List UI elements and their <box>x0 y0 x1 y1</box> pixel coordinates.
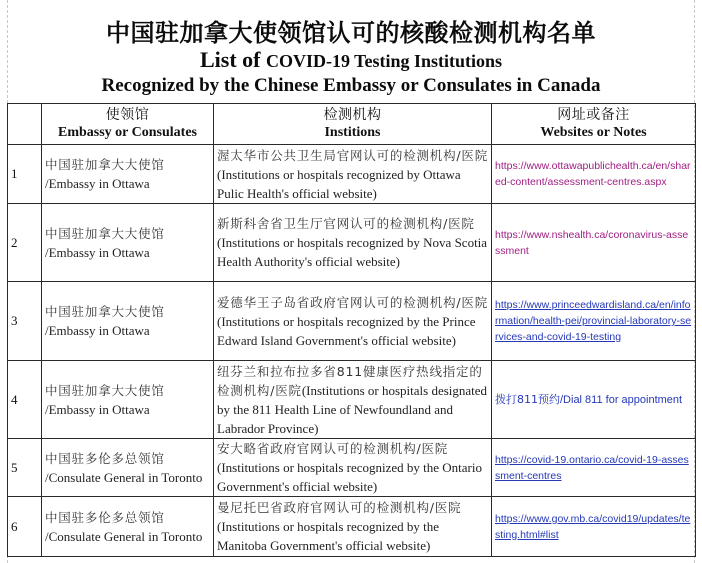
website-cell <box>492 145 696 204</box>
header-websites-en: Websites or Notes <box>540 125 647 140</box>
institution-en: (Institutions or hospitals designated by the 811 Health Line of Newfoundland and Labrador Province) <box>217 382 488 436</box>
header-websites-cn: 网址或备注 <box>557 107 630 123</box>
embassy-cell <box>42 439 214 497</box>
website-cell <box>492 439 696 497</box>
table-row <box>8 145 696 204</box>
title-english-rest: COVID-19 Testing Institutions <box>265 51 503 71</box>
embassy-cn: 中国驻加拿大大使馆 <box>45 382 165 398</box>
embassy-cn: 中国驻加拿大大使馆 <box>45 225 165 241</box>
row-number: 2 <box>8 204 42 282</box>
institutions-table <box>7 103 696 557</box>
institution-cn: 安大略省政府官网认可的检测机构/医院 <box>217 441 449 456</box>
header-embassy <box>42 104 214 145</box>
embassy-en: /Embassy in Ottawa <box>45 176 150 191</box>
title-english-line2: Recognized by the Chinese Embassy or Consulates in Canada <box>101 75 601 96</box>
embassy-en: /Embassy in Ottawa <box>45 244 150 260</box>
header-embassy-cn: 使领馆 <box>105 107 150 123</box>
embassy-cell <box>42 361 214 439</box>
website-link[interactable]: https://www.nshealth.ca/coronavirus-assessment <box>495 228 689 257</box>
embassy-en: /Embassy in Ottawa <box>45 401 150 417</box>
website-link[interactable]: https://www.gov.mb.ca/covid19/updates/testing.html#list <box>495 512 691 541</box>
institution-cell <box>214 282 492 361</box>
embassy-cell <box>42 204 214 282</box>
table-row <box>8 497 696 557</box>
institution-cell <box>214 204 492 282</box>
embassy-cn: 中国驻多伦多总领馆 <box>45 450 165 466</box>
website-link[interactable]: https://www.ottawapublichealth.ca/en/shared-content/assessment-centres.aspx <box>495 160 691 188</box>
table-row <box>8 282 696 361</box>
website-cell <box>492 361 696 439</box>
institution-cn: 纽芬兰和拉布拉多省811健康医疗热线指定的检测机构/医院 <box>217 363 483 398</box>
title-chinese: 中国驻加拿大使领馆认可的核酸检测机构名单 <box>106 19 596 47</box>
header-num <box>8 104 42 145</box>
institution-cn: 渥太华市公共卫生局官网认可的检测机构/医院 <box>217 147 489 163</box>
institution-cn: 爱德华王子岛省政府官网认可的检测机构/医院 <box>217 294 489 310</box>
header-institutions-en: Institions <box>324 125 381 140</box>
header-institutions-cn: 检测机构 <box>323 107 382 123</box>
row-number: 1 <box>8 145 42 204</box>
embassy-en: /Consulate General in Toronto <box>45 469 203 485</box>
appointment-note-en: /Dial 811 for appointment <box>560 393 683 406</box>
row-number: 5 <box>8 439 42 497</box>
institution-en: (Institutions or hospitals recognized by the Prince Edward Island Government's official website) <box>217 313 476 348</box>
institution-en: (Institutions or hospitals recognized by Nova Scotia Health Authority's official website) <box>217 235 488 269</box>
table-row <box>8 204 696 282</box>
row-number: 3 <box>8 282 42 361</box>
institution-cn: 新斯科舍省卫生厅官网认可的检测机构/医院 <box>217 216 475 231</box>
embassy-cell <box>42 497 214 557</box>
row-number: 6 <box>8 497 42 557</box>
institution-cn: 曼尼托巴省政府官网认可的检测机构/医院 <box>217 500 462 515</box>
institution-cell <box>214 145 492 204</box>
embassy-cn: 中国驻加拿大大使馆 <box>45 157 165 172</box>
table-header-row <box>8 104 696 145</box>
embassy-cn: 中国驻多伦多总领馆 <box>45 509 165 525</box>
title-english-line1 <box>0 47 702 73</box>
header-institutions <box>214 104 492 145</box>
table-row <box>8 361 696 439</box>
institution-en: (Institutions or hospitals recognized by the Manitoba Government's official website) <box>217 519 440 553</box>
header-embassy-en: Embassy or Consulates <box>58 125 197 140</box>
row-number: 4 <box>8 361 42 439</box>
embassy-cell <box>42 145 214 204</box>
website-cell <box>492 282 696 361</box>
header-websites <box>492 104 696 145</box>
table-row <box>8 439 696 497</box>
institution-cell <box>214 439 492 497</box>
embassy-cell <box>42 282 214 361</box>
website-cell <box>492 497 696 557</box>
embassy-cn: 中国驻加拿大大使馆 <box>45 304 165 319</box>
website-cell <box>492 204 696 282</box>
institution-en: (Institutions or hospitals recognized by the Ontario Government's official website) <box>217 460 483 494</box>
embassy-en: /Consulate General in Toronto <box>45 528 203 544</box>
embassy-en: /Embassy in Ottawa <box>45 323 150 338</box>
institution-cell <box>214 497 492 557</box>
appointment-note-cn: 拨打811预约 <box>495 392 560 406</box>
institution-cell <box>214 361 492 439</box>
title-english-prefix: List of <box>199 47 266 72</box>
website-link[interactable]: https://covid-19.ontario.ca/covid-19-assessment-centres <box>495 453 689 482</box>
website-link[interactable]: https://www.princeedwardisland.ca/en/information/health-pei/provincial-laboratory-services-and-covid-19-testing <box>495 299 692 343</box>
institution-en: (Institutions or hospitals recognized by Ottawa Pulic Health's official website) <box>217 166 461 201</box>
